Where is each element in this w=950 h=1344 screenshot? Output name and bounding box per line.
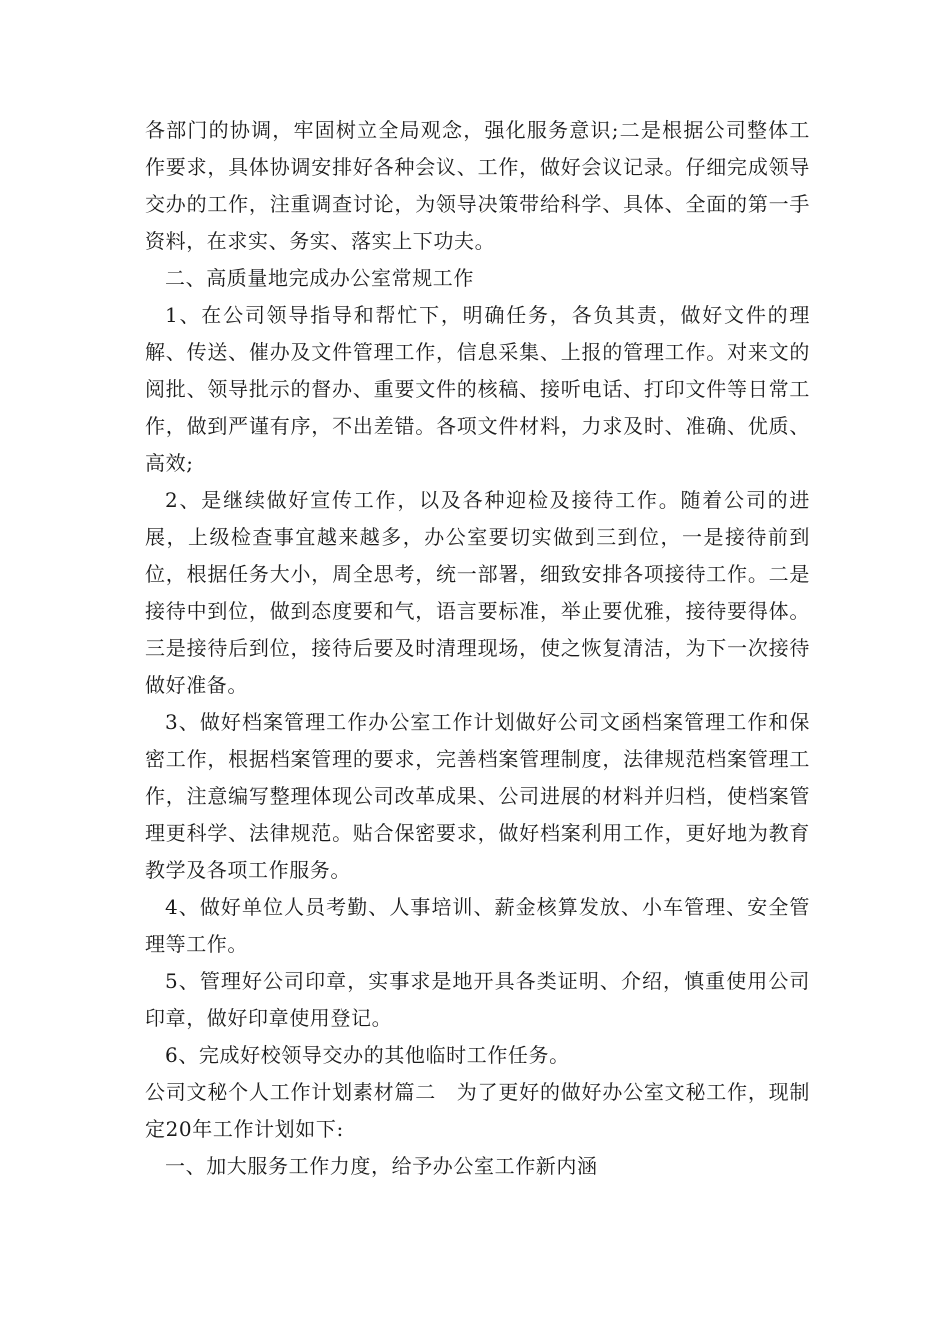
- list-item-1: 1、在公司领导指导和帮忙下，明确任务，各负其责，做好文件的理解、传送、催办及文件管理工作，信息采集、上报的管理工作。对来文的阅批、领导批示的督办、重要文件的核稿、接听电话、打印文件等日常工作，做到严谨有序，不出差错。各项文件材料，力求及时、准确、优质、高效;: [145, 303, 810, 475]
- list-item-3: 3、做好档案管理工作办公室工作计划做好公司文函档案管理工作和保密工作，根据档案管理的要求，完善档案管理制度，法律规范档案管理工作，注意编写整理体现公司改革成果、公司进展的材料并归档，使档案管理更科学、法律规范。贴合保密要求，做好档案利用工作，更好地为教育教学及各项工作服务。: [145, 710, 810, 882]
- document-body: [145, 112, 810, 1185]
- paragraph-continuation: 各部门的协调，牢固树立全局观念，强化服务意识;二是根据公司整体工作要求，具体协调安排好各种会议、工作，做好会议记录。仔细完成领导交办的工作，注重调查讨论，为领导决策带给科学、具体、全面的第一手资料，在求实、务实、落实上下功夫。: [145, 118, 810, 253]
- section-heading-2: 二、高质量地完成办公室常规工作: [165, 266, 474, 290]
- list-item-6: 6、完成好校领导交办的其他临时工作任务。: [165, 1043, 570, 1067]
- list-item-4: 4、做好单位人员考勤、人事培训、薪金核算发放、小车管理、安全管理等工作。: [145, 895, 810, 956]
- section-heading-1: 一、加大服务工作力度，给予办公室工作新内涵: [165, 1154, 598, 1178]
- list-item-2: 2、是继续做好宣传工作，以及各种迎检及接待工作。随着公司的进展，上级检查事宜越来越多，办公室要切实做到三到位，一是接待前到位，根据任务大小，周全思考，统一部署，细致安排各项接待工作。二是接待中到位，做到态度要和气，语言要标准，举止要优雅，接待要得体。三是接待后到位，接待后要及时清理现场，使之恢复清洁，为下一次接待做好准备。: [145, 488, 810, 697]
- article-two-intro: 公司文秘个人工作计划素材篇二 为了更好的做好办公室文秘工作，现制定20年工作计划如下:: [145, 1080, 810, 1141]
- list-item-5: 5、管理好公司印章，实事求是地开具各类证明、介绍，慎重使用公司印章，做好印章使用登记。: [145, 969, 810, 1030]
